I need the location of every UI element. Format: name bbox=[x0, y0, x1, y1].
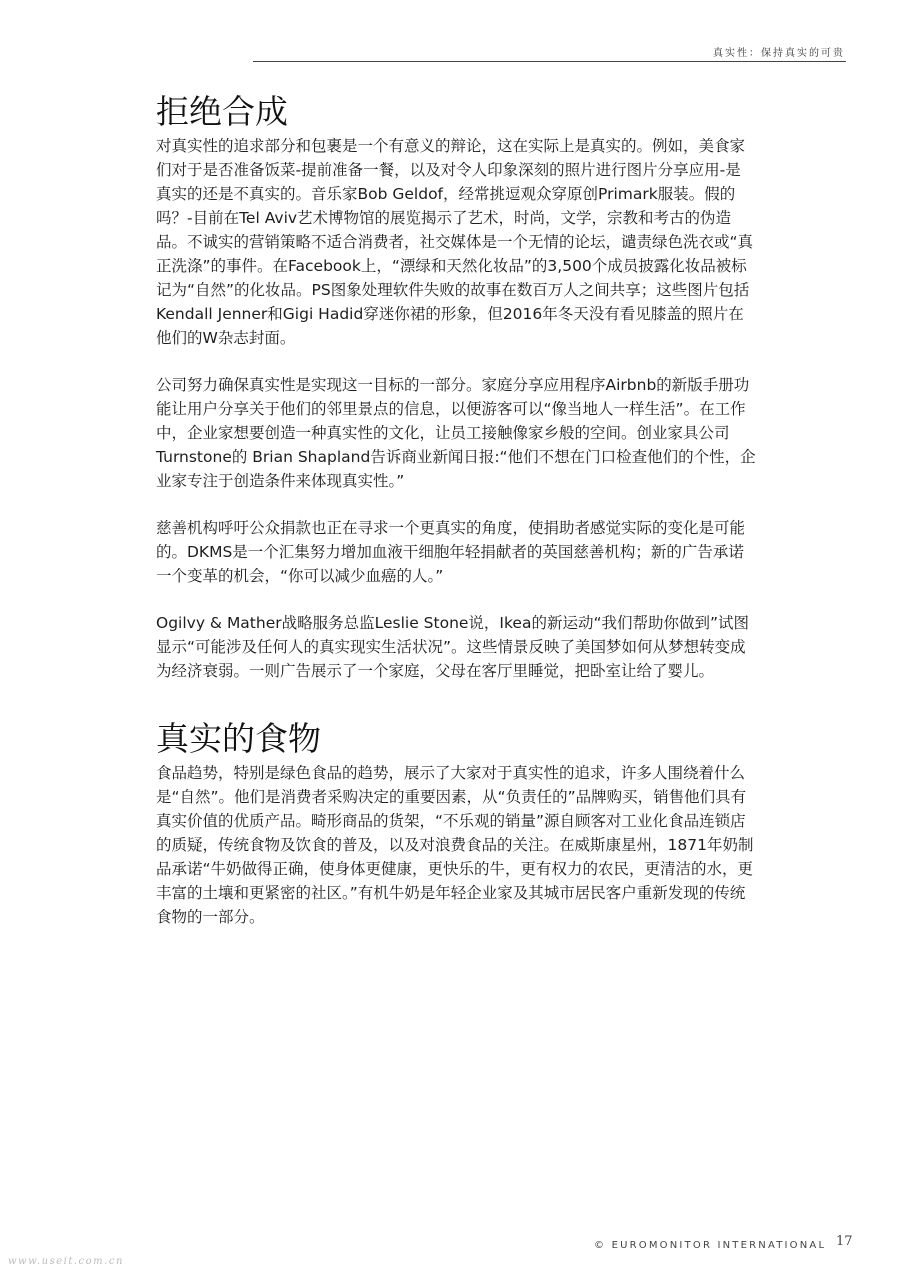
running-header-title: 真实性：保持真实的可贵 bbox=[713, 48, 845, 59]
body-paragraph: 慈善机构呼吁公众捐款也正在寻求一个更真实的角度，使捐助者感觉实际的变化是可能的。DKMS是一个汇集努力增加血液干细胞年轻捐献者的英国慈善机构；新的广告承诺一个变革的机会，“你可以减少血癌的人。” bbox=[156, 519, 746, 585]
body-paragraph: 食品趋势，特别是绿色食品的趋势，展示了大家对于真实性的追求，许多人围绕着什么是“自然”。他们是消费者采购决定的重要因素，从“负责任的”品牌购买，销售他们具有真实价值的优质产品。畸形商品的货架，“不乐观的销量”源自顾客对工业化食品连锁店的质疑，传统食物及饮食的普及，以及对浪费食品的关注。在威斯康星州，1871年奶制品承诺“牛奶做得正确，使身体更健康，更快乐的牛，更有权力的农民，更清洁的水，更丰富的土壤和更紧密的社区。”有机牛奶是年轻企业家及其城市居民客户重新发现的传统食物的一部分。 bbox=[156, 764, 754, 926]
body-paragraph: 公司努力确保真实性是实现这一目标的一部分。家庭分享应用程序Airbnb的新版手册功能让用户分享关于他们的邻里景点的信息，以便游客可以“像当地人一样生活”。在工作中，企业家想要创造一种真实性的文化，让员工接触像家乡般的空间。创业家具公司Turnstone的 Brian Shapland告诉商业新闻日报:“他们不想在门口检查他们的个性，企业家专注于创造条件来体现真实性。” bbox=[156, 376, 756, 490]
page-number: 17 bbox=[836, 1234, 853, 1249]
section-heading: 拒绝合成 bbox=[156, 92, 288, 131]
body-paragraph: Ogilvy & Mather战略服务总监Leslie Stone说，Ikea的新运动“我们帮助你做到”试图显示“可能涉及任何人的真实现实生活状况”。这些情景反映了美国梦如何从梦想转变成为经济衰弱。一则广告展示了一个家庭，父母在客厅里睡觉，把卧室让给了婴儿。 bbox=[156, 614, 750, 680]
footer-copyright: © EUROMONITOR INTERNATIONAL bbox=[594, 1240, 827, 1251]
body-paragraph: 对真实性的追求部分和包裹是一个有意义的辩论，这在实际上是真实的。例如，美食家们对于是否准备饭菜-提前准备一餐，以及对令人印象深刻的照片进行图片分享应用-是真实的还是不真实的。音乐家Bob Geldof，经常挑逗观众穿原创Primark服装。假的吗？-目前在Tel Aviv艺术博物馆的展览揭示了艺术，时尚，文学，宗教和考古的伪造品。不诚实的营销策略不适合消费者，社交媒体是一个无情的论坛，谴责绿色洗衣或“真正洗涤”的事件。在Facebook上，“漂绿和天然化妆品”的3,500个成员披露化妆品被标记为“自然”的化妆品。PS图象处理软件失败的故事在数百万人之间共享；这些图片包括Kendall Jenner和Gigi Hadid穿迷你裙的形象，但2016年冬天没有看见膝盖的照片在他们的W杂志封面。 bbox=[156, 137, 754, 347]
page-content bbox=[156, 90, 756, 929]
watermark: www.useit.com.cn bbox=[8, 1256, 124, 1267]
section-reject-synthetic bbox=[156, 90, 756, 683]
section-heading: 真实的食物 bbox=[156, 719, 321, 758]
section-real-food bbox=[156, 717, 756, 929]
header-rule bbox=[253, 61, 846, 62]
